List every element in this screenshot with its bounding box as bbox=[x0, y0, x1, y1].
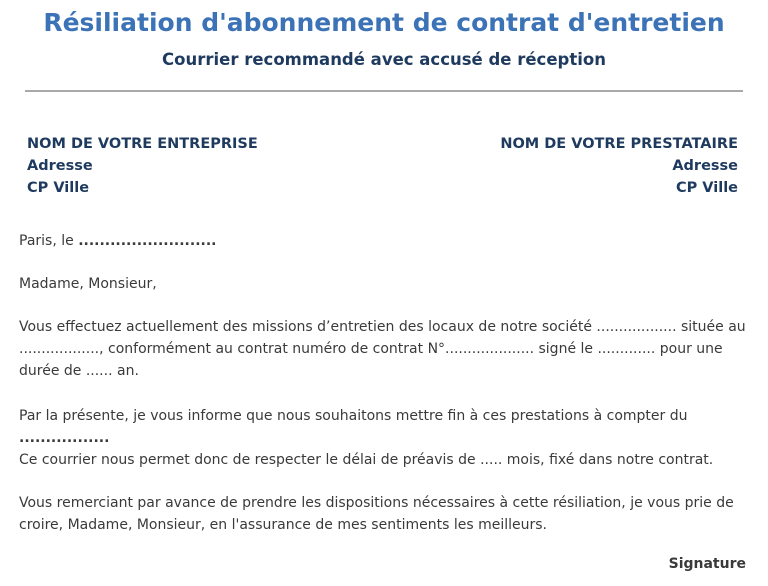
letter-paragraph-2 bbox=[19, 405, 754, 471]
sender-address: Adresse bbox=[27, 158, 93, 174]
recipient-name: NOM DE VOTRE PRESTATAIRE bbox=[500, 136, 738, 152]
letter-paragraph-3 bbox=[19, 492, 754, 536]
letter-greeting: Madame, Monsieur, bbox=[19, 276, 157, 292]
sender-name: NOM DE VOTRE ENTREPRISE bbox=[27, 136, 258, 152]
letter-subtitle: Courrier recommandé avec accusé de réception bbox=[162, 50, 606, 69]
date-blank: .......................... bbox=[78, 233, 217, 249]
paragraph-2-blank: ................. bbox=[19, 430, 110, 446]
recipient-address: Adresse bbox=[672, 158, 738, 174]
paragraph-1-text: Vous effectuez actuellement des missions d’entretien des locaux de notre société .................. située au .................., conformément au contrat numéro de contrat N°.................... signé le ............. pour une durée de ...... an. bbox=[19, 319, 746, 379]
letter-date bbox=[19, 230, 754, 252]
date-prefix: Paris, le bbox=[19, 233, 79, 249]
paragraph-2-line-1: Par la présente, je vous informe que nous souhaitons mettre fin à ces prestations à compter du bbox=[19, 408, 688, 424]
sender-block bbox=[27, 133, 258, 199]
paragraph-2-line-2: Ce courrier nous permet donc de respecter le délai de préavis de ..... mois, fixé dans notre contrat. bbox=[19, 452, 714, 468]
recipient-city: CP Ville bbox=[675, 180, 738, 196]
letter-paragraph-1 bbox=[19, 316, 754, 382]
signature-label: Signature bbox=[668, 556, 746, 572]
recipient-block bbox=[500, 133, 738, 199]
sender-city: CP Ville bbox=[27, 180, 90, 196]
paragraph-3-text: Vous remerciant par avance de prendre les dispositions nécessaires à cette résiliation, je vous prie de croire, Madame, Monsieur, en l'assurance de mes sentiments les meilleurs. bbox=[19, 495, 734, 533]
header-divider bbox=[25, 90, 743, 92]
letter-title: Résiliation d'abonnement de contrat d'entretien bbox=[43, 8, 725, 37]
